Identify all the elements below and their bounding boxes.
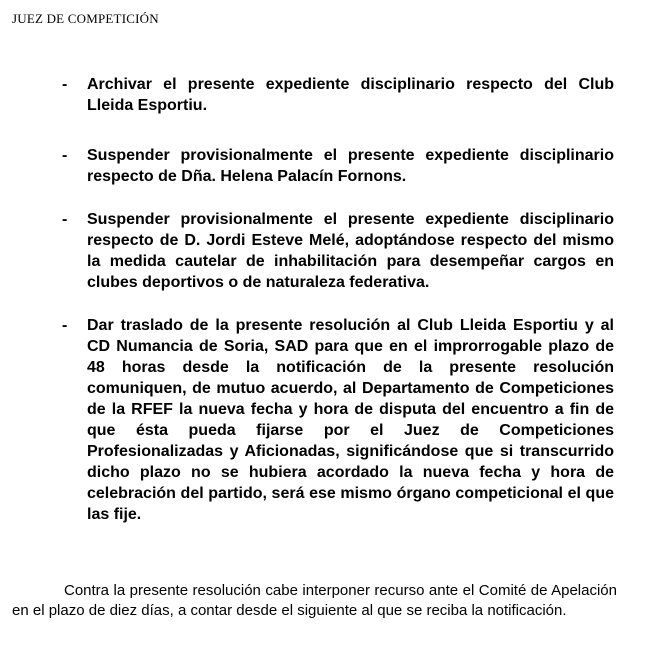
item-2-text: Suspender provisionalmente el presente expediente disciplinario respecto de Dña. Helena Palacín Fornons. [87,147,614,185]
item-4-bullet: - [62,317,68,334]
item-4-text: Dar traslado de la presente resolución al Club Lleida Esportiu y al CD Numancia de Soria, SAD para que en el improrrogable plazo de 48 horas desde la notificación de la presente resolución comuniquen, de mutuo acuerdo, al Departamento de Competiciones de la RFEF la nueva fecha y hora de disputa del encuentro a fin de que ésta pueda fijarse por el Juez de Competiciones Profesionalizadas y Aficionadas, significándose que si transcurrido dicho plazo no se hubiera acordado la nueva fecha y hora de celebración del partido, será ese mismo órgano competicional el que las fije. [87,317,614,523]
item-3-text: Suspender provisionalmente el presente expediente disciplinario respecto de D. Jordi Esteve Melé, adoptándose respecto del mismo la medida cautelar de inhabilitación para desempeñar cargos en clubes deportivos o de naturaleza federativa. [87,211,614,291]
item-3-bullet: - [62,211,68,228]
closing-paragraph: Contra la presente resolución cabe interponer recurso ante el Comité de Apelación en el plazo de diez días, a contar desde el siguiente al que se reciba la notificación. [12,582,617,619]
page-header-title: JUEZ DE COMPETICIÓN [12,11,159,26]
item-1-text: Archivar el presente expediente disciplinario respecto del Club Lleida Esportiu. [87,76,614,114]
item-2-bullet: - [62,147,68,164]
item-1-bullet: - [62,76,68,93]
